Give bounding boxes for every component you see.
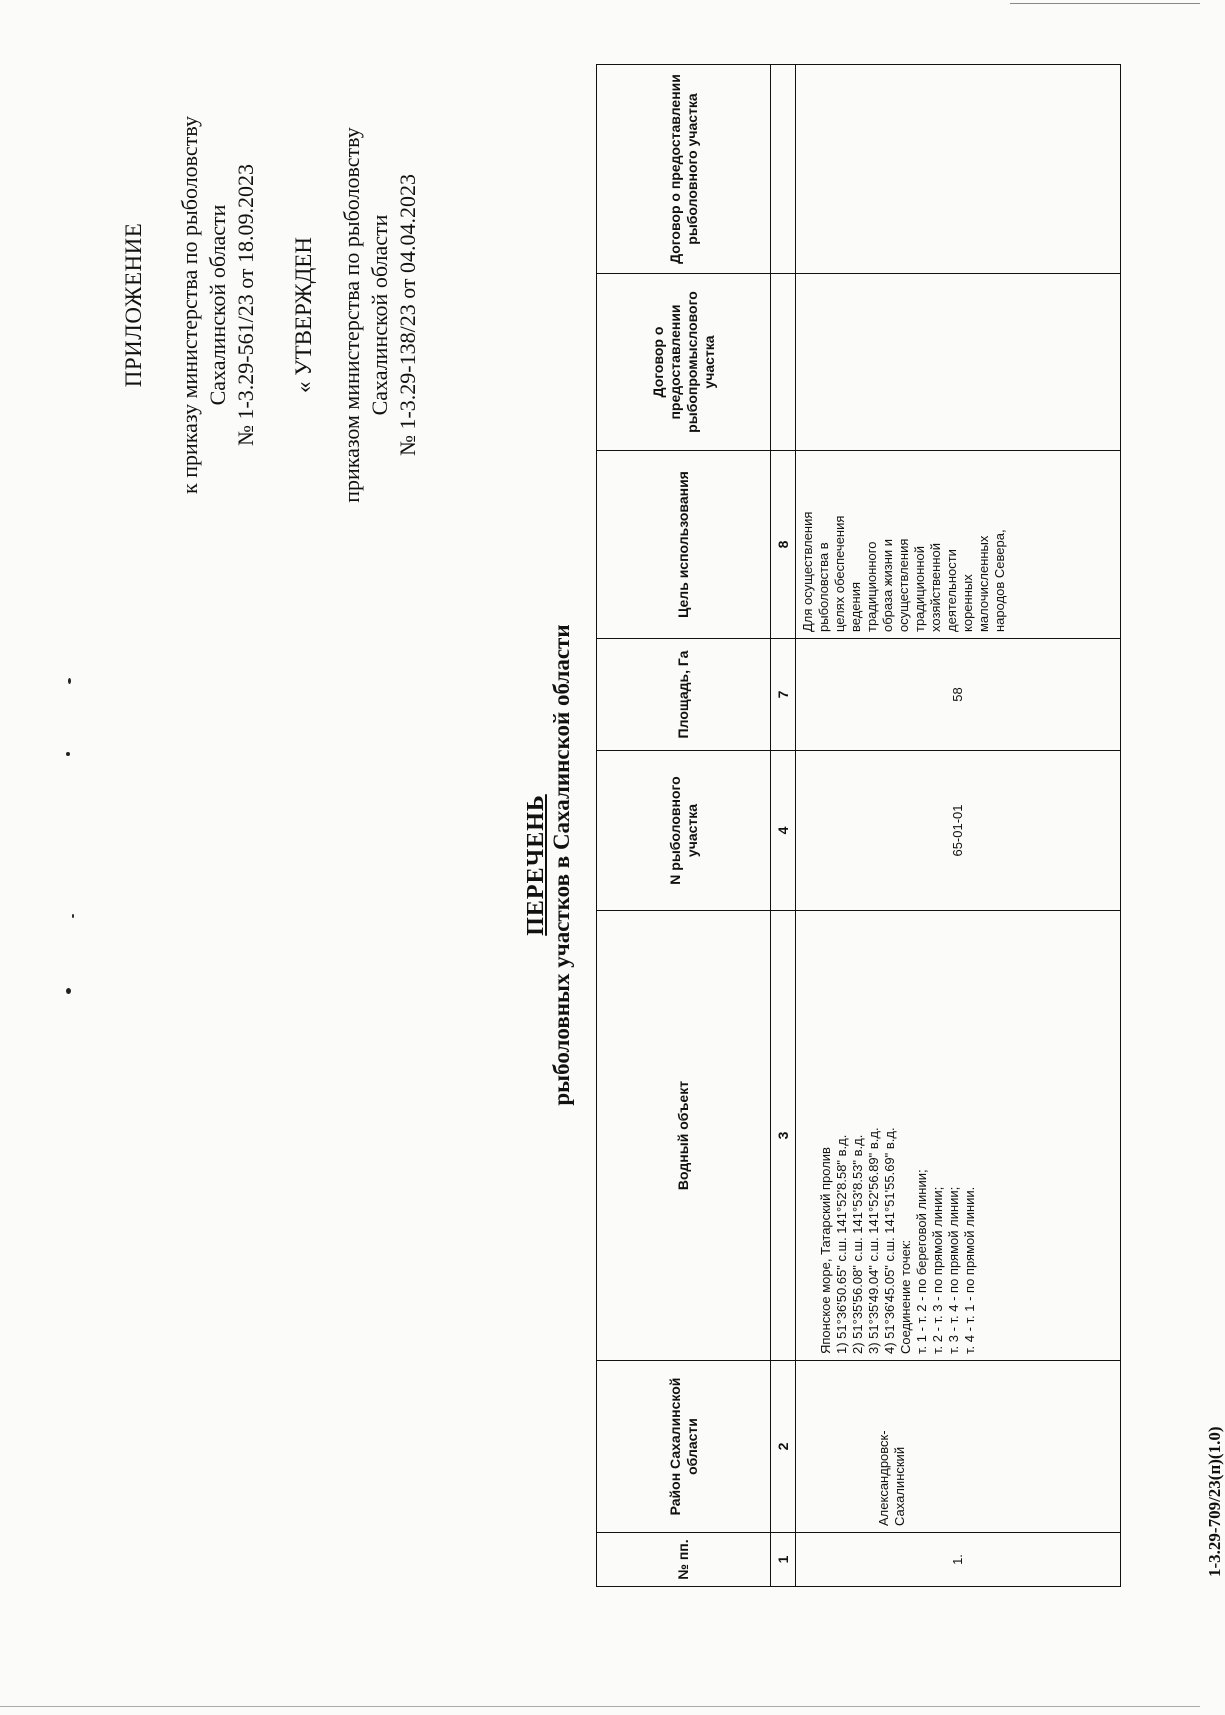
water-object-line: т. 1 - т. 2 - по береговой линии; xyxy=(914,1169,929,1354)
purpose-line: ведения xyxy=(848,581,863,632)
plot-area: 58 xyxy=(950,687,965,702)
fishing-contract-cell xyxy=(796,65,1121,274)
column-number: 1 xyxy=(771,1533,796,1587)
column-number xyxy=(771,274,796,451)
table-row xyxy=(796,65,1121,1587)
column-number: 3 xyxy=(771,911,796,1361)
water-object-line: 1) 51°36'50.65" с.ш. 141°52'8.58" в.д. xyxy=(834,1134,849,1354)
row-number-cell xyxy=(796,1533,1121,1587)
fishing-plots-table xyxy=(596,64,1121,1587)
appendix-line: Сахалинской области xyxy=(205,204,230,406)
fishery-contract-cell xyxy=(796,274,1121,451)
header-cell: Водный объект xyxy=(597,911,771,1361)
water-object-lines xyxy=(818,917,978,1354)
approved-line: приказом министерства по рыболовству xyxy=(339,127,364,503)
purpose-line: традиционной xyxy=(912,545,927,632)
water-object-cell xyxy=(796,911,1121,1361)
water-object-line: 3) 51°35'49.04" с.ш. 141°52'56.89" в.д. xyxy=(866,1127,881,1354)
water-object-line: т. 4 - т. 1 - по прямой линии. xyxy=(962,1186,977,1354)
column-number: 4 xyxy=(771,751,796,911)
district-name: Александровск-Сахалинский xyxy=(876,1430,907,1526)
purpose-cell xyxy=(796,451,1121,639)
approved-line: Сахалинской области xyxy=(367,214,392,416)
header-cell: Район Сахалинской области xyxy=(597,1361,771,1533)
plot-number-cell xyxy=(796,751,1121,911)
column-number: 8 xyxy=(771,451,796,639)
purpose-line: осуществления xyxy=(896,538,911,632)
water-object-line: Соединение точек: xyxy=(898,1239,913,1354)
list-title xyxy=(523,365,575,1365)
appendix-line: № 1-3.29-561/23 от 18.09.2023 xyxy=(233,163,258,447)
approved-block xyxy=(290,45,422,585)
purpose-line: рыболовства в xyxy=(816,542,831,632)
header-cell: Договор о предоставлении рыбопромыслового участка xyxy=(597,274,771,451)
approved-line: № 1-3.29-138/23 от 04.04.2023 xyxy=(395,173,420,457)
appendix-block xyxy=(120,65,260,545)
header-row xyxy=(597,65,771,1587)
water-object-line: т. 3 - т. 4 - по прямой линии; xyxy=(946,1186,961,1354)
column-number: 2 xyxy=(771,1361,796,1533)
water-object-line: т. 2 - т. 3 - по прямой линии; xyxy=(930,1186,945,1354)
column-number xyxy=(771,65,796,274)
row-number: 1. xyxy=(950,1554,965,1565)
water-object-line: Японское море, Татарский пролив xyxy=(818,1147,833,1354)
header-cell: Цель использования xyxy=(597,451,771,639)
list-title-sub: рыболовных участков в Сахалинской области xyxy=(549,624,574,1106)
purpose-line: Для осуществления xyxy=(800,511,815,632)
purpose-line: народов Севера, xyxy=(992,529,1007,632)
document-code: 1-3.29-709/23(п)(1.0) xyxy=(1205,1426,1224,1577)
column-number: 7 xyxy=(771,639,796,751)
water-object-line: 2) 51°35'56.08" с.ш. 141°53'8.53" в.д. xyxy=(850,1134,865,1354)
header-cell: Договор о предоставлении рыболовного участка xyxy=(597,65,771,274)
area-cell xyxy=(796,639,1121,751)
header-cell: N рыболовного участка xyxy=(597,751,771,911)
list-title-main: ПЕРЕЧЕНЬ xyxy=(523,794,549,936)
approved-title: « УТВЕРЖДЕН xyxy=(291,237,316,393)
purpose-line: коренных xyxy=(960,574,975,632)
column-number-row xyxy=(771,65,796,1587)
appendix-line: к приказу министерства по рыболовству xyxy=(177,116,202,494)
purpose-line: хозяйственной xyxy=(928,543,943,632)
purpose-line: целях обеспечения xyxy=(832,515,847,632)
purpose-line: образа жизни и xyxy=(880,538,895,632)
purpose-line: малочисленных xyxy=(976,535,991,632)
header-cell: № пп. xyxy=(597,1533,771,1587)
plot-number: 65-01-01 xyxy=(950,804,965,857)
water-object-line: 4) 51°36'45.05" с.ш. 141°51'55.69" в.д. xyxy=(882,1127,897,1354)
district-cell xyxy=(796,1361,1121,1533)
purpose-line: деятельности xyxy=(944,549,959,632)
header-cell: Площадь, Га xyxy=(597,639,771,751)
purpose-lines xyxy=(800,457,1008,632)
purpose-line: традиционного xyxy=(864,541,879,632)
appendix-title: ПРИЛОЖЕНИЕ xyxy=(121,222,146,388)
